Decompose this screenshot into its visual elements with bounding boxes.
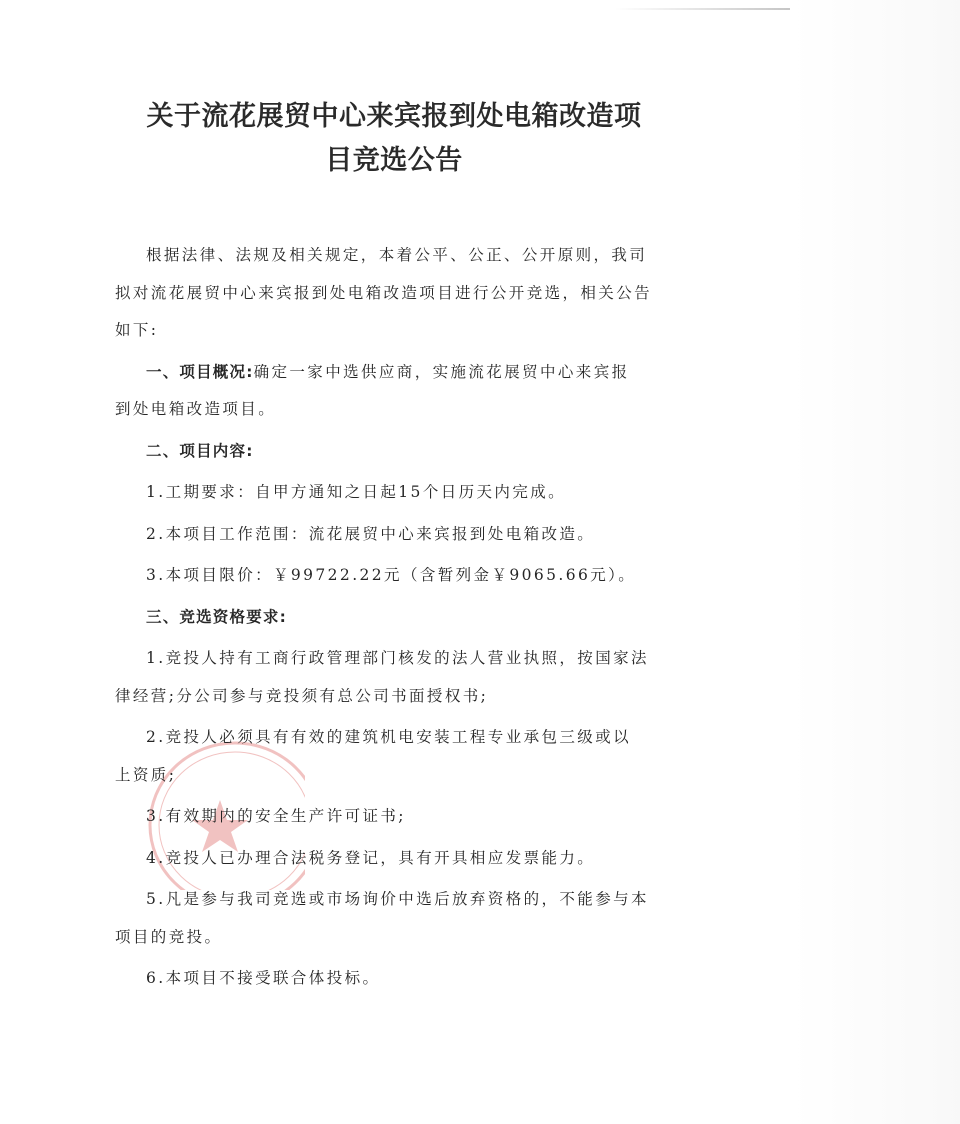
section-3-heading-paragraph (115, 599, 673, 637)
intro-line-2: 拟对流花展贸中心来宾报到处电箱改造项目进行公开竞选，相关公告 (115, 283, 653, 302)
section-2-item-3 (115, 557, 673, 595)
section-1-heading: 一、项目概况: (146, 362, 254, 381)
title-line-2: 目竞选公告 (325, 145, 463, 176)
list-item: 2.本项目工作范围：流花展贸中心来宾报到处电箱改造。 (146, 524, 596, 543)
section-2-item-1 (115, 474, 673, 512)
intro-line-3: 如下: (115, 321, 159, 339)
section-3-heading: 三、竞选资格要求: (146, 607, 287, 626)
scan-edge-line (615, 8, 790, 10)
item-2-line-1: 2.竞投人必须具有有效的建筑机电安装工程专业承包三级或以 (146, 728, 631, 746)
item-1-line-2: 律经营;分公司参与竞投须有总公司书面授权书; (115, 686, 489, 705)
scan-shadow (792, 0, 960, 1124)
section-3-item-3 (115, 798, 673, 836)
section-3-item-4 (115, 840, 673, 878)
item-5-line-2: 项目的竞投。 (115, 927, 223, 946)
section-1-text: 确定一家中选供应商，实施流花展贸中心来宾报 (253, 362, 630, 381)
section-1-paragraph (115, 354, 673, 429)
section-2-heading: 二、项目内容: (146, 441, 254, 460)
item-5-line-1: 5.凡是参与我司竞选或市场询价中选后放弃资格的，不能参与本 (146, 890, 649, 908)
document-page (115, 95, 673, 998)
list-item: 3.本项目限价：￥99722.22元（含暂列金￥9065.66元）。 (146, 566, 637, 584)
list-item: 1.工期要求：自甲方通知之日起15个日历天内完成。 (146, 483, 567, 501)
section-1-line-1 (115, 354, 673, 392)
item-4-line: 4.竞投人已办理合法税务登记，具有开具相应发票能力。 (146, 848, 596, 867)
section-3-item-1 (115, 640, 673, 715)
item-1-line-1: 1.竞投人持有工商行政管理部门核发的法人营业执照，按国家法 (146, 649, 649, 667)
section-2-heading-paragraph (115, 433, 673, 471)
document-title (115, 95, 673, 183)
section-3-item-2 (115, 719, 673, 794)
item-2-line-2: 上资质; (115, 765, 177, 784)
intro-line-1: 根据法律、法规及相关规定，本着公平、公正、公开原则，我司 (146, 246, 648, 264)
intro-paragraph (115, 237, 673, 350)
title-line-1: 关于流花展贸中心来宾报到处电箱改造项 (146, 101, 642, 132)
item-3-line: 3.有效期内的安全生产许可证书; (146, 807, 406, 825)
section-3-item-5 (115, 881, 673, 956)
section-1-line-2: 到处电箱改造项目。 (115, 400, 277, 418)
section-3-item-6 (115, 960, 673, 998)
item-6-line: 6.本项目不接受联合体投标。 (146, 969, 381, 987)
section-2-item-2 (115, 516, 673, 554)
